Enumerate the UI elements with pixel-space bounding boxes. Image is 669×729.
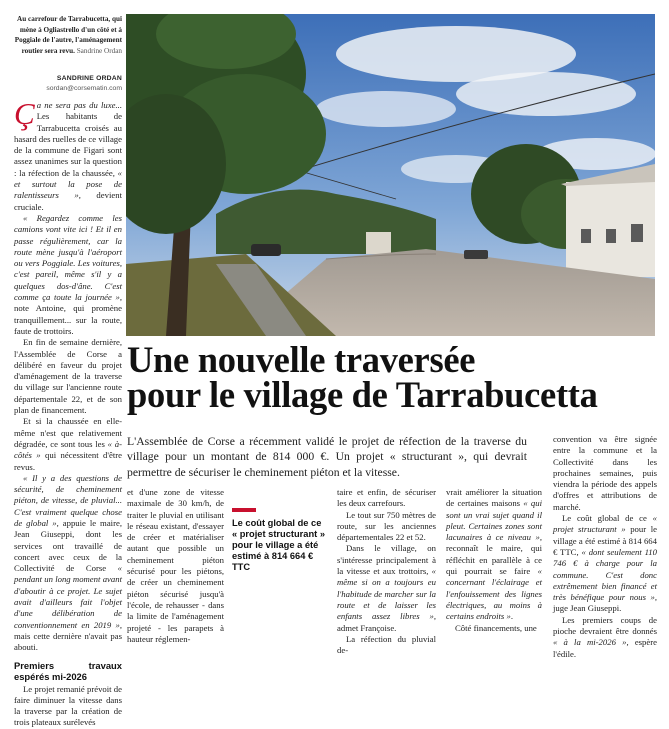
quote: « et surtout la pose de ralentisseurs » <box>14 167 122 201</box>
text: , appuie le maire, Jean Giuseppi, dont les services ont travaillé de concert avec ceux de la Collectivité de Corse <box>14 517 123 574</box>
paragraph-intro <box>14 96 123 213</box>
paragraph <box>553 615 657 660</box>
quote: « à-côtés » <box>14 438 122 461</box>
pullquote: Le coût global de ce « projet structurant » pour le village a été estimé à 814 664 € TTC <box>232 518 325 573</box>
quote: « qui sont un vrai sujet quand il pleut. Certaines zones sont lacunaires à ce niveau » <box>446 498 542 543</box>
text: Les premiers coups de pioche devraient être donnés <box>553 614 657 637</box>
text: , devient cruciale. <box>14 190 123 212</box>
article-column-1 <box>14 96 123 729</box>
paragraph <box>337 543 436 633</box>
byline <box>14 74 122 94</box>
dropcap: Ç <box>14 96 35 131</box>
author-name: SANDRINE ORDAN <box>56 75 122 82</box>
photo-credit: Sandrine Ordan <box>76 46 122 55</box>
paragraph: convention va être signée entre la commune et la Collectivité dans les prochaines semaines, puis viendra la période des appels d'offres et attributions de marché. <box>553 434 657 512</box>
text: , reconnaît le maire, qui réfléchit en parallèle à ce qui pourrait se faire <box>446 532 542 577</box>
article-column-4 <box>446 487 542 634</box>
author-email[interactable]: sordan@corsematin.com <box>46 85 122 92</box>
paragraph <box>446 487 542 623</box>
lede: L'Assemblée de Corse a récemment validé le projet de réfection de la traverse du village pour un montant de 814 000 €. Un projet « structurant », qui devrait permettre de sécuriser le cheminement piéton et la vitesse. <box>127 435 527 479</box>
headline-line-2: pour le village de Tarrabucetta <box>127 374 598 415</box>
pullquote-rule <box>232 508 256 512</box>
text: , espère l'édile. <box>553 637 658 659</box>
text: Et si la chaussée en elle-même n'est que relativement dégradée, ce sont tous les <box>14 416 122 449</box>
text: Les habitants de Tarrabucetta croisés au hasard des ruelles de ce village de la commune de Figari sont assez unanimes sur la question : la réfection de la chaussée, <box>14 111 122 178</box>
quote: « à la mi-2026 » <box>553 637 627 648</box>
text: Dans le village, on s'intéresse principalement à la vitesse et aux trottoirs, <box>337 543 436 577</box>
text: , admet Françoise. <box>337 611 436 633</box>
paragraph: Le projet remanié prévoit de faire diminuer la vitesse dans la traverse par la création de trois plateaux surélevés <box>14 683 122 728</box>
photo-caption <box>14 14 122 56</box>
article-column-3 <box>337 487 436 656</box>
paragraph <box>553 513 657 615</box>
paragraph: Le tout sur 750 mètres de route, sur les anciennes départementales 22 et 52. <box>337 509 436 543</box>
article-column-2 <box>127 487 224 645</box>
paragraph: et d'une zone de vitesse maximale de 30 km/h, de traiter le pluvial en utilisant le réseau existant, d'essayer de créer et matérialiser autant que possible un cheminement piéton sécurisé pour les piétons, de créer un cheminement piéton sécurisé jusqu'à l'école, de rehausser - dans la limite de l'aménagement projeté - les parapets à hauteur réglemen- <box>127 487 224 644</box>
article-photo <box>126 14 655 336</box>
village-crossroads-image <box>126 14 655 336</box>
quote: « Il y a des questions de sécurité, de cheminement piéton, de vitesse, de pluvial... C'est vraiment quelque chose de global » <box>14 472 122 528</box>
paragraph: En fin de semaine dernière, l'Assemblée de Corse a délibéré en faveur du projet d'aménagement de la traverse du village sur l'ancienne route départementale 22, et de son plan de financement. <box>14 337 122 416</box>
subhead: Premiers travaux espérés mi-2026 <box>14 659 122 682</box>
article-column-5 <box>553 434 657 660</box>
text: , mais cette dernière n'avait pas abouti. <box>14 619 122 653</box>
quote: « dont seulement 110 746 € à charge pour la commune. C'est donc extrêmement bien financé et très bénéfique pour nous » <box>553 546 657 603</box>
quote: « même si on a toujours eu l'habitude de marcher sur la route et de laisser les enfants assez libres » <box>337 566 436 622</box>
quote: « pendant un long moment avant d'aboutir à ce projet. Le sujet avait d'ailleurs fait l'objet d'une délibération de conventionnement en 2019 » <box>14 563 122 630</box>
photo-caption-text: Au carrefour de Tarrabucetta, qui mène à Ogliastrello d'un côté et à Poggiale de l'autre, l'aménagement routier sera revu. <box>14 15 122 55</box>
paragraph: taire et enfin, de sécuriser les deux carrefours. <box>337 487 436 509</box>
paragraph <box>14 473 122 654</box>
quote: « concernant l'éclairage et l'enfouissement des lignes électriques, au moins à certains endroits » <box>446 566 542 622</box>
quote: « Regardez comme les camions vont vite ici ! Et il en passe régulièrement, car la route mène jusqu'à l'aéroport ou vers Poggiale. Les voitures, c'est pareil, même s'il y a quelques dos-d'âne. C'est comme ça toute la journée » <box>14 212 122 303</box>
paragraph: La réfection du pluvial de- <box>337 633 436 656</box>
text: vrait améliorer la situation de certaines maisons <box>446 487 542 509</box>
quote: a ne sera pas du luxe... <box>36 100 122 110</box>
quote: « projet structurant » <box>553 513 657 535</box>
headline-line-1: Une nouvelle traversée <box>127 339 476 380</box>
headline <box>127 339 657 415</box>
text: . <box>510 611 514 622</box>
paragraph <box>14 416 122 472</box>
text: , note Antoine, qui promène tranquillement... sur la route, faute de trottoirs. <box>14 292 122 336</box>
text: , juge Jean Giuseppi. <box>553 592 657 614</box>
paragraph: Côté financements, une <box>455 622 537 633</box>
text: Le coût global de ce <box>562 513 653 524</box>
paragraph <box>14 213 122 337</box>
text: qui nécessitent d'être revus. <box>14 450 122 472</box>
text: pour le village a été estimé à 814 664 € TTC, <box>553 524 657 557</box>
